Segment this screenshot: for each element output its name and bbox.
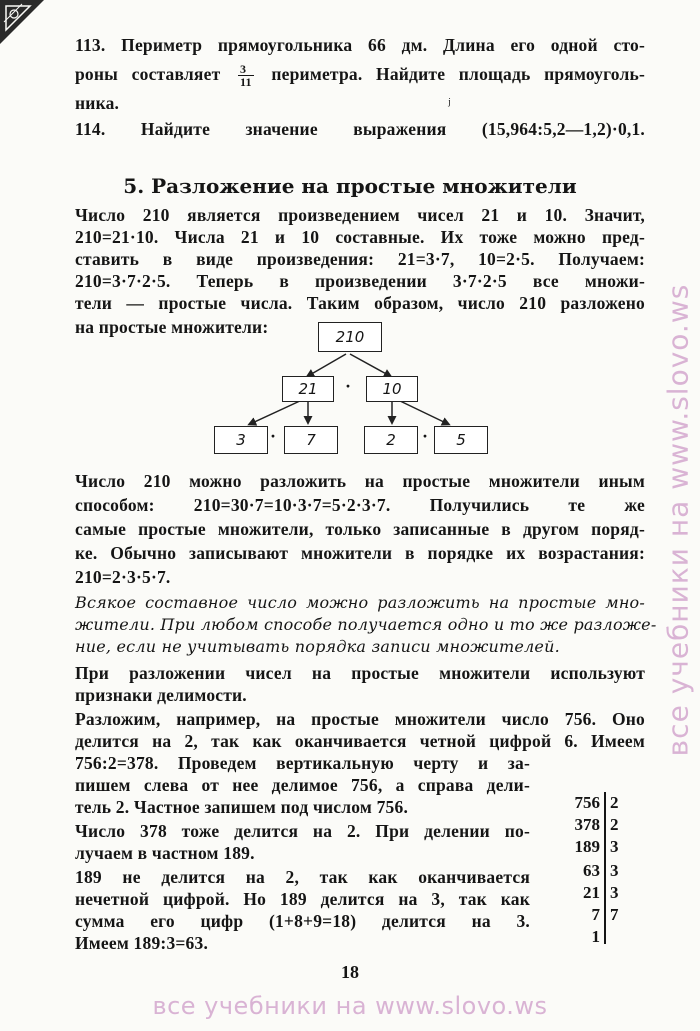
tree-node-leaf: 3	[214, 426, 268, 454]
problem-number: 114.	[75, 119, 106, 139]
dividend-cell: 189	[574, 837, 600, 856]
paragraph-line: самые простые множители, только записанные в другом поряд-	[75, 519, 645, 539]
paragraph-line: Число 378 тоже делится на 2. При делении по-	[75, 821, 530, 841]
stray-mark: ʲ	[448, 96, 451, 113]
divisor-cell: 3	[610, 861, 619, 880]
paragraph-line: тель 2. Частное запишем под числом 756.	[75, 797, 409, 817]
divisor-cell: 3	[610, 837, 619, 856]
multiply-dot: ·	[345, 376, 352, 396]
paragraph-line: ке. Обычно записывают множители в порядке их возрастания:	[75, 543, 645, 563]
tree-node-root: 210	[318, 322, 382, 352]
rule-line: жители. При любом способе получается одно и то же разложе-	[75, 615, 657, 634]
problem-text: Периметр прямоугольника 66 дм. Длина его одной сто-	[121, 35, 645, 55]
page-number: 18	[341, 962, 359, 982]
division-bar	[604, 792, 606, 944]
dividend-cell: 756	[574, 793, 600, 812]
divisor-cell: 7	[610, 905, 619, 924]
key-term: на простые множители	[75, 317, 263, 337]
problem-113-line2	[75, 60, 645, 88]
problem-text: роны составляет	[75, 64, 221, 84]
paragraph-line: пишем слева от нее делимое 756, а справа дели-	[75, 775, 530, 795]
fraction-denominator: 11	[240, 75, 252, 90]
paragraph-line: способом: 210=30·7=10·3·7=5·2·3·7. Получились те же	[75, 495, 645, 515]
paragraph-line: Разложим, например, на простые множители число 756. Оно	[75, 709, 645, 729]
tree-node-leaf: 7	[284, 426, 338, 454]
problem-113-line1	[75, 34, 645, 56]
paragraph-line: ставить в виде произведения: 21=3·7, 10=2·5. Получаем:	[75, 249, 645, 269]
dividend-cell: 378	[574, 815, 600, 834]
multiply-dot: ·	[270, 426, 277, 446]
corner-ornament-icon	[0, 0, 44, 44]
problem-113-line3: ника.	[75, 93, 120, 113]
paragraph-line: нечетной цифрой. Но 189 делится на 3, так как	[75, 889, 530, 909]
paragraph-line: При разложении чисел на простые множители используют	[75, 663, 645, 683]
paragraph-line: 210=21·10. Числа 21 и 10 составные. Их тоже можно пред-	[75, 227, 645, 247]
tree-node-leaf: 5	[434, 426, 488, 454]
paragraph-line: Число 210 можно разложить на простые множители иным	[75, 471, 645, 491]
paragraph-line: 189 не делится на 2, так как оканчивается	[75, 867, 530, 887]
paragraph-line: сумма его цифр (1+8+9=18) делится на 3.	[75, 911, 530, 931]
division-table	[570, 790, 650, 950]
paragraph-line: признаки делимости.	[75, 685, 247, 705]
colon: :	[262, 317, 269, 337]
multiply-dot: ·	[422, 426, 429, 446]
divisor-cell: 2	[610, 793, 619, 812]
section-title: 5. Разложение на простые множители	[123, 174, 577, 198]
divisor-cell: 3	[610, 883, 619, 902]
tree-node-mid-left: 21	[282, 376, 334, 402]
rule-line: Всякое составное число можно разложить на простые мно-	[75, 593, 645, 612]
fraction	[238, 63, 254, 88]
problem-114	[75, 118, 645, 140]
paragraph-text: тели — простые числа. Таким образом, число 210	[75, 293, 547, 313]
paragraph-line	[75, 292, 645, 314]
rule-line: ние, если не учитывать порядка записи множителей.	[75, 637, 560, 656]
problem-number: 113.	[75, 35, 106, 55]
paragraph-line: делится на 2, так как оканчивается четной цифрой 6. Имеем	[75, 731, 645, 751]
paragraph-line: 210=2·3·5·7.	[75, 567, 171, 587]
paragraph-line: Имеем 189:3=63.	[75, 933, 209, 953]
paragraph-line: лучаем в частном 189.	[75, 843, 255, 863]
tree-node-leaf: 2	[364, 426, 418, 454]
dividend-cell: 1	[591, 927, 600, 946]
problem-text: периметра. Найдите площадь прямоуголь-	[271, 64, 646, 84]
dividend-cell: 7	[591, 905, 600, 924]
fraction-numerator: 3	[238, 63, 254, 76]
divisor-cell: 2	[610, 815, 619, 834]
paragraph-line: Число 210 является произведением чисел 21 и 10. Значит,	[75, 205, 645, 225]
paragraph-line: 210=3·7·2·5. Теперь в произведении 3·7·2·5 все множи-	[75, 271, 645, 291]
tree-node-mid-right: 10	[366, 376, 418, 402]
paragraph-line: 756:2=378. Проведем вертикальную черту и за-	[75, 753, 530, 773]
dividend-cell: 63	[583, 861, 600, 880]
watermark-vertical: все учебники на www.slovo.ws	[661, 283, 695, 757]
factor-tree-diagram	[200, 318, 500, 458]
problem-text: Найдите значение выражения (15,964:5,2—1,2)·0,1.	[140, 119, 646, 139]
watermark-bottom: все учебники на www.slovo.ws	[152, 992, 548, 1020]
key-term: разложено	[560, 293, 645, 313]
dividend-cell: 21	[583, 883, 600, 902]
